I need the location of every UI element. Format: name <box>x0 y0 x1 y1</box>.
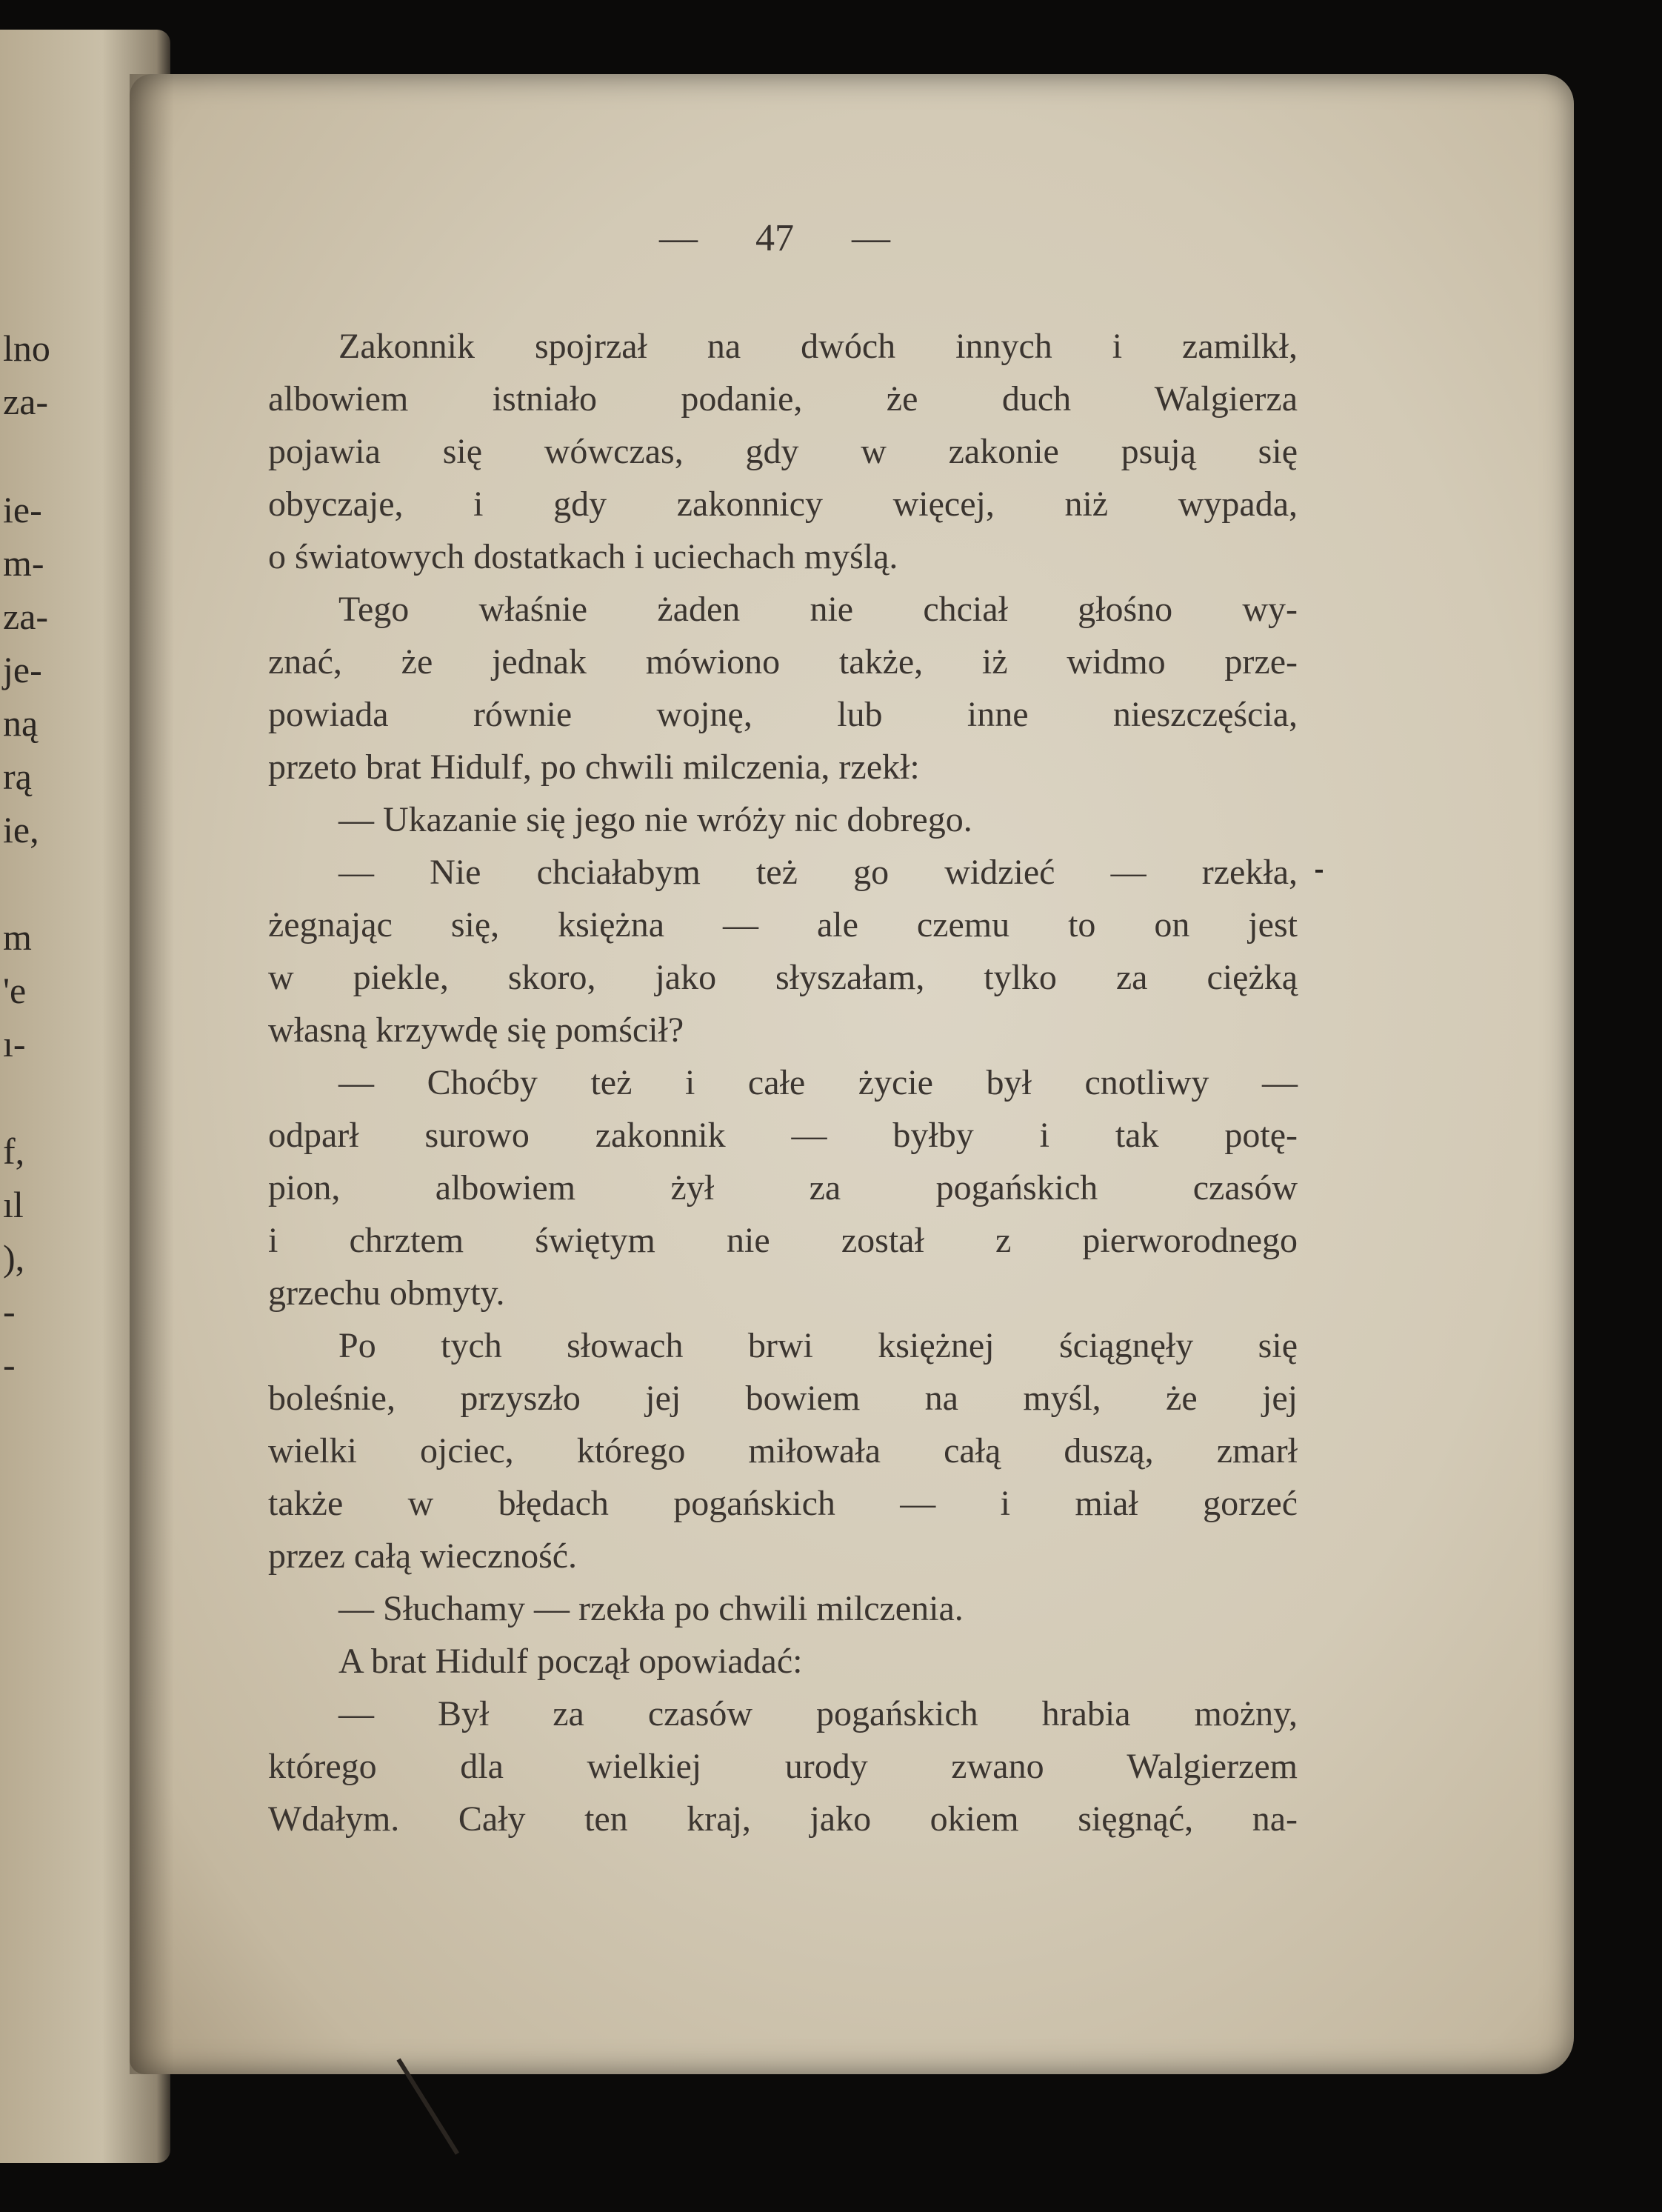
previous-page-fragment: ną <box>3 702 39 744</box>
text-line: Zakonnik spojrzał na dwóch innych i zamilkł, <box>338 327 1298 366</box>
previous-page-fragment: za- <box>3 596 49 637</box>
previous-page-fragment: ie- <box>3 489 42 530</box>
text-line: A brat Hidulf począł opowiadać: <box>338 1642 803 1681</box>
page-gutter-shadow <box>130 74 174 2074</box>
previous-page-fragment: je- <box>3 649 42 690</box>
previous-page-fragment: ie, <box>3 809 39 850</box>
previous-page-fragment: 'e <box>3 970 27 1011</box>
previous-page-fragment: ), <box>3 1237 25 1279</box>
previous-page-fragment: - <box>3 1290 16 1332</box>
text-line: — Choćby też i całe życie był cnotliwy — <box>338 1063 1298 1102</box>
previous-page-fragment: - <box>3 1344 16 1385</box>
text-line: pojawia się wówczas, gdy w zakonie psują się <box>268 432 1298 471</box>
header-dash-right: — <box>852 217 890 259</box>
previous-page-fragment: m <box>3 916 32 958</box>
text-line: odparł surowo zakonnik — byłby i tak potę- <box>268 1116 1298 1155</box>
text-line: żegnając się, księżna — ale czemu to on jest <box>268 905 1298 945</box>
previous-page-fragment: lno <box>3 327 50 369</box>
previous-page-fragment: rą <box>3 756 32 797</box>
text-line: przeto brat Hidulf, po chwili milczenia, rzekł: <box>268 747 920 787</box>
body-text <box>268 320 1298 1845</box>
text-line: którego dla wielkiej urody zwano Walgierzem <box>268 1747 1298 1786</box>
text-line: własną krzywdę się pomścił? <box>268 1010 684 1050</box>
text-line: obyczaje, i gdy zakonnicy więcej, niż wypada, <box>268 484 1298 524</box>
previous-page-fragment: f, <box>3 1130 25 1172</box>
header-dash-left: — <box>659 217 698 259</box>
text-line: w piekle, skoro, jako słyszałam, tylko za ciężką <box>268 958 1298 997</box>
page-number: 47 <box>755 217 794 259</box>
text-line: boleśnie, przyszło jej bowiem na myśl, że jej <box>268 1379 1298 1418</box>
previous-page-fragment: ıl <box>3 1184 24 1225</box>
text-line: grzechu obmyty. <box>268 1273 505 1313</box>
text-line: i chrztem świętym nie został z pierworodnego <box>268 1221 1298 1260</box>
text-line: Wdałym. Cały ten kraj, jako okiem sięgnąć, na- <box>268 1799 1298 1839</box>
text-line: — Nie chciałabym też go widzieć — rzekła, <box>338 853 1298 892</box>
previous-page-fragment: ı- <box>3 1023 26 1065</box>
text-line: przez całą wieczność. <box>268 1536 578 1576</box>
previous-page-fragment: za- <box>3 381 49 422</box>
text-line: — Ukazanie się jego nie wróży nic dobrego. <box>338 800 972 839</box>
text-line: Tego właśnie żaden nie chciał głośno wy- <box>338 590 1298 629</box>
text-line: znać, że jednak mówiono także, iż widmo prze- <box>268 642 1298 682</box>
margin-mark <box>1315 870 1323 873</box>
text-line: także w błędach pogańskich — i miał gorzeć <box>268 1484 1298 1523</box>
text-line: pion, albowiem żył za pogańskich czasów <box>268 1168 1298 1207</box>
text-line: powiada równie wojnę, lub inne nieszczęścia, <box>268 695 1298 734</box>
text-line: — Był za czasów pogańskich hrabia możny, <box>338 1694 1298 1733</box>
text-line: albowiem istniało podanie, że duch Walgierza <box>268 379 1298 419</box>
text-line: o światowych dostatkach i uciechach myślą. <box>268 537 898 576</box>
text-line: Po tych słowach brwi księżnej ściągnęły się <box>338 1326 1298 1365</box>
text-line: — Słuchamy — rzekła po chwili milczenia. <box>338 1589 964 1628</box>
text-line: wielki ojciec, którego miłowała całą duszą, zmarł <box>268 1431 1298 1470</box>
previous-page-fragment: m- <box>3 542 44 584</box>
